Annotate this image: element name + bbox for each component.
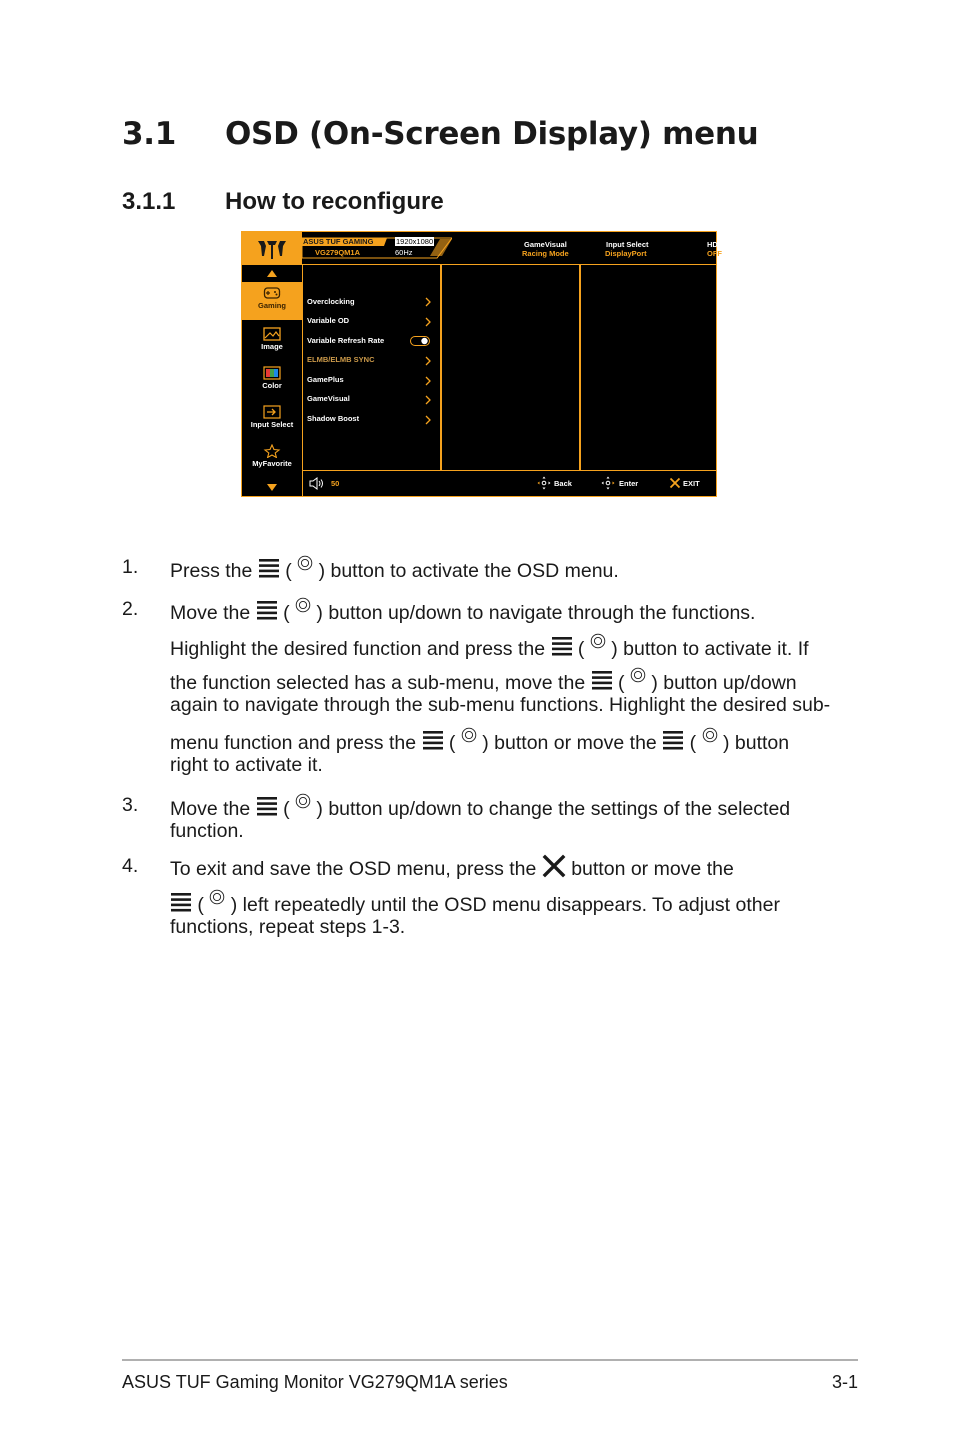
status-hdr-label: HDR xyxy=(707,240,724,249)
joystick-icon xyxy=(297,555,313,571)
speaker-icon xyxy=(309,477,325,490)
menu-item-overclocking: Overclocking xyxy=(307,297,355,306)
sidebar-label-myfavorite: MyFavorite xyxy=(252,459,292,468)
joystick-icon xyxy=(295,597,311,613)
step-2-number: 2. xyxy=(122,598,139,620)
footer-enter-label: Enter xyxy=(619,479,639,488)
joystick-icon xyxy=(590,633,606,649)
sidebar-label-image: Image xyxy=(261,342,283,351)
toggle-on-icon xyxy=(410,336,430,346)
sidebar-item-gaming xyxy=(242,282,302,320)
chevron-right-icon xyxy=(424,356,432,366)
step-4-line-3: functions, repeat steps 1-3. xyxy=(170,916,406,938)
sidebar-item-color xyxy=(242,362,302,400)
step-2-part: ( xyxy=(577,638,585,660)
menu-lines-icon xyxy=(170,891,192,913)
menu-lines-icon xyxy=(591,669,613,691)
menu-lines-icon xyxy=(256,795,278,817)
step-1-text xyxy=(170,555,619,583)
joystick-back-icon xyxy=(537,476,551,490)
status-gamevisual-label: GameVisual xyxy=(524,240,567,249)
chevron-right-icon xyxy=(424,376,432,386)
sidebar-label-input-select: Input Select xyxy=(250,420,294,429)
menu-item-variable-od: Variable OD xyxy=(307,316,350,325)
step-2-part: the function selected has a sub-menu, move the xyxy=(170,672,586,694)
status-hdr-value: OFF xyxy=(707,249,722,258)
menu-item-gamevisual: GameVisual xyxy=(307,394,350,403)
close-x-icon xyxy=(542,854,566,878)
step-3-part: ) button up/down to change the settings of the selected xyxy=(316,798,791,820)
menu-lines-icon xyxy=(258,557,280,579)
step-3-line-2: function. xyxy=(170,820,244,842)
menu-item-variable-refresh-rate: Variable Refresh Rate xyxy=(307,336,385,345)
footer-product-name: ASUS TUF Gaming Monitor VG279QM1A series xyxy=(122,1372,508,1392)
star-icon xyxy=(263,444,281,458)
osd-refresh: 60Hz xyxy=(395,248,413,257)
chevron-right-icon xyxy=(424,317,432,327)
osd-model: VG279QM1A xyxy=(315,248,361,257)
subsection-title: How to reconfigure xyxy=(225,188,444,215)
section-title: OSD (On-Screen Display) menu xyxy=(225,116,759,152)
step-4-part: ( xyxy=(197,894,204,916)
step-3-part: Move the xyxy=(170,798,251,820)
menu-lines-icon xyxy=(662,729,684,751)
step-2-part: ( xyxy=(618,672,625,694)
osd-brand: ASUS TUF GAMING xyxy=(303,237,374,246)
chevron-right-icon xyxy=(424,395,432,405)
osd-footer-bar xyxy=(303,471,716,496)
joystick-icon xyxy=(295,793,311,809)
step-2-line-5 xyxy=(170,727,789,755)
sidebar-item-input-select xyxy=(242,401,302,439)
step-2-line-3 xyxy=(170,667,797,695)
step-4-part: To exit and save the OSD menu, press the xyxy=(170,858,537,880)
gamepad-icon xyxy=(263,286,281,300)
sidebar-item-myfavorite xyxy=(242,440,302,478)
step-4-part: button or move the xyxy=(571,858,734,880)
footer-divider xyxy=(122,1359,858,1361)
step-2-line-1 xyxy=(170,597,755,625)
subsection-heading xyxy=(122,188,444,216)
step-3-number: 3. xyxy=(122,794,139,816)
step-2-part: ) button up/down to navigate through the functions. xyxy=(316,602,756,624)
step-4-line-1 xyxy=(170,854,734,881)
step-1-part: Press the xyxy=(170,560,253,582)
step-3-part: ( xyxy=(283,798,290,820)
status-input-label: Input Select xyxy=(606,240,649,249)
tuf-logo-icon xyxy=(242,232,302,264)
step-1-part: ( xyxy=(285,560,292,582)
menu-item-elmb: ELMB/ELMB SYNC xyxy=(307,355,375,364)
sidebar-up-arrow-icon xyxy=(267,270,277,277)
joystick-icon xyxy=(461,727,477,743)
section-number: 3.1 xyxy=(122,116,177,152)
menu-item-shadow-boost: Shadow Boost xyxy=(307,414,360,423)
footer-exit-label: EXIT xyxy=(683,479,700,488)
tuf-logo xyxy=(242,232,302,264)
menu-lines-icon xyxy=(256,599,278,621)
section-heading xyxy=(122,116,758,152)
sidebar-item-image xyxy=(242,323,302,361)
osd-sidebar xyxy=(242,265,302,496)
volume-value: 50 xyxy=(331,479,340,488)
step-1-number: 1. xyxy=(122,556,139,578)
osd-menu-column xyxy=(303,265,440,470)
close-x-icon xyxy=(669,477,681,489)
step-2-part: Highlight the desired function and press the xyxy=(170,638,546,660)
chevron-right-icon xyxy=(424,415,432,425)
step-4-number: 4. xyxy=(122,855,139,877)
step-2-part: Move the xyxy=(170,602,251,624)
step-1-part: ) button to activate the OSD menu. xyxy=(318,560,619,582)
step-2-part: ) button to activate it. If xyxy=(611,638,809,660)
joystick-icon xyxy=(702,727,718,743)
input-select-icon xyxy=(263,405,281,419)
joystick-enter-icon xyxy=(601,476,615,490)
step-2-part: ( xyxy=(689,732,697,754)
step-3-line-1 xyxy=(170,793,790,821)
joystick-icon xyxy=(209,889,225,905)
footer-page-number: 3-1 xyxy=(831,1372,858,1392)
step-2-part: ) button up/down xyxy=(651,672,797,694)
footer-back-label: Back xyxy=(554,479,572,488)
step-2-part: menu function and press the xyxy=(170,732,417,754)
menu-item-gameplus: GamePlus xyxy=(307,375,344,384)
image-icon xyxy=(263,327,281,341)
step-4-part: ) left repeatedly until the OSD menu disappears. To adjust other xyxy=(230,894,780,916)
subsection-number: 3.1.1 xyxy=(122,188,176,215)
menu-lines-icon xyxy=(422,729,444,751)
sidebar-label-gaming: Gaming xyxy=(258,301,286,310)
color-bars-icon xyxy=(263,366,281,380)
osd-status-bar xyxy=(302,232,724,264)
menu-lines-icon xyxy=(551,635,573,657)
sidebar-label-color: Color xyxy=(262,381,282,390)
status-gamevisual-value: Racing Mode xyxy=(522,249,569,258)
step-2-part: ( xyxy=(283,602,290,624)
osd-menu-illustration xyxy=(241,231,724,497)
status-input-value: DisplayPort xyxy=(605,249,647,258)
step-2-part: ( xyxy=(448,732,456,754)
joystick-icon xyxy=(630,667,646,683)
osd-submenu-column xyxy=(442,265,579,470)
step-2-part: ) button xyxy=(722,732,790,754)
osd-resolution: 1920x1080 xyxy=(396,237,434,246)
chevron-right-icon xyxy=(424,297,432,307)
step-2-line-4: again to navigate through the sub-menu functions. Highlight the desired sub- xyxy=(170,694,831,716)
step-4-line-2 xyxy=(170,889,780,917)
osd-value-column xyxy=(581,265,716,470)
sidebar-down-arrow-icon xyxy=(267,484,277,491)
step-2-part: ) button or move the xyxy=(482,732,657,754)
step-2-line-2 xyxy=(170,633,809,661)
step-2-line-6: right to activate it. xyxy=(170,754,323,776)
